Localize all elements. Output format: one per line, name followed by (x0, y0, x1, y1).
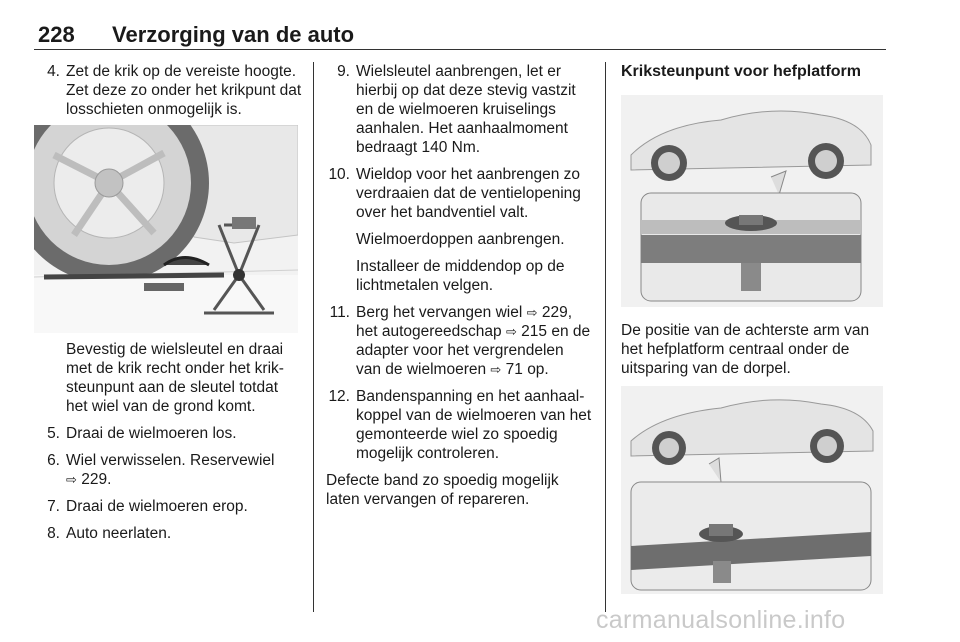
page-ref-link[interactable]: 229. (81, 471, 112, 488)
column-divider-2 (605, 62, 606, 612)
page-ref-icon: ⇨ (490, 362, 502, 377)
page-ref-link[interactable]: 215 en de (521, 323, 591, 340)
step-12: 12. Bandenspanning en het aanhaal- koppel van de wielmoeren van het gemonteerde wiel zo spoedig mogelijk controleren. (328, 388, 592, 462)
header-rule (34, 49, 886, 50)
step-5: 5. Draai de wielmoeren los. (47, 425, 237, 442)
page-ref-icon: ⇨ (66, 472, 77, 487)
step-4: 4. Zet de krik op de vereiste hoogte. Zet deze zo onder het krikpunt dat losschieten onmogelijk is. (47, 63, 302, 118)
step-7: 7. Draai de wielmoeren erop. (47, 498, 248, 515)
caption-block: De positie van de achterste arm van het hefplatform centraal onder de uitsparing van de dorpel. (621, 322, 870, 377)
watermark: carmanualsonline.info (596, 606, 846, 634)
lift-point-illustration-1 (621, 95, 883, 307)
page-ref-link[interactable]: 71 op. (505, 361, 549, 378)
step-9: 9. Wielsleutel aanbrengen, let er hierbij op dat deze stevig vastzit en de wielmoeren kruiselings aanhalen. Het aanhaalmoment bedraagt 140 Nm. (337, 63, 576, 156)
page-ref-link[interactable]: 229, (541, 304, 572, 321)
middle-column (326, 62, 596, 509)
lift-point-illustration-2 (621, 386, 883, 594)
left-column (40, 62, 302, 119)
page-header (0, 0, 960, 52)
step-8: 8. Auto neerlaten. (47, 525, 172, 542)
lift-point-drawing-1 (621, 95, 883, 307)
lift-point-drawing-2 (621, 386, 883, 594)
section-heading: Kriksteunpunt voor hefplatform (621, 63, 862, 80)
step-4-continued: Bevestig de wielsleutel en draai met de krik recht onder het krik- steunpunt aan de sleutel totdat het wiel van de grond komt. (66, 341, 284, 415)
step-10: 10. Wieldop voor het aanbrengen zo verdraaien dat de ventielopening over het bandventiel valt. Wielmoerdoppen aanbrengen. Installeer de middendop op de lichtmetalen velgen. (328, 166, 581, 294)
note-paragraph: Defecte band zo spoedig mogelijk laten vervangen of repareren. (326, 472, 559, 508)
column-divider-1 (313, 62, 314, 612)
step-6: 6. Wiel verwisselen. Reservewiel ⇨ 229. (47, 452, 275, 488)
page-number: 228 (38, 22, 75, 47)
page-ref-icon: ⇨ (526, 305, 538, 320)
page-title: Verzorging van de auto (112, 22, 355, 47)
right-column (621, 62, 891, 81)
page-ref-icon: ⇨ (505, 324, 517, 339)
jack-drawing (34, 125, 298, 333)
left-column-continued (40, 340, 302, 543)
jack-illustration (34, 125, 298, 333)
step-11: 11. Berg het vervangen wiel ⇨ 229, het autogereedschap ⇨ 215 en de adapter voor het vergrendelen van de wielmoeren ⇨ 71 op. (329, 304, 591, 378)
